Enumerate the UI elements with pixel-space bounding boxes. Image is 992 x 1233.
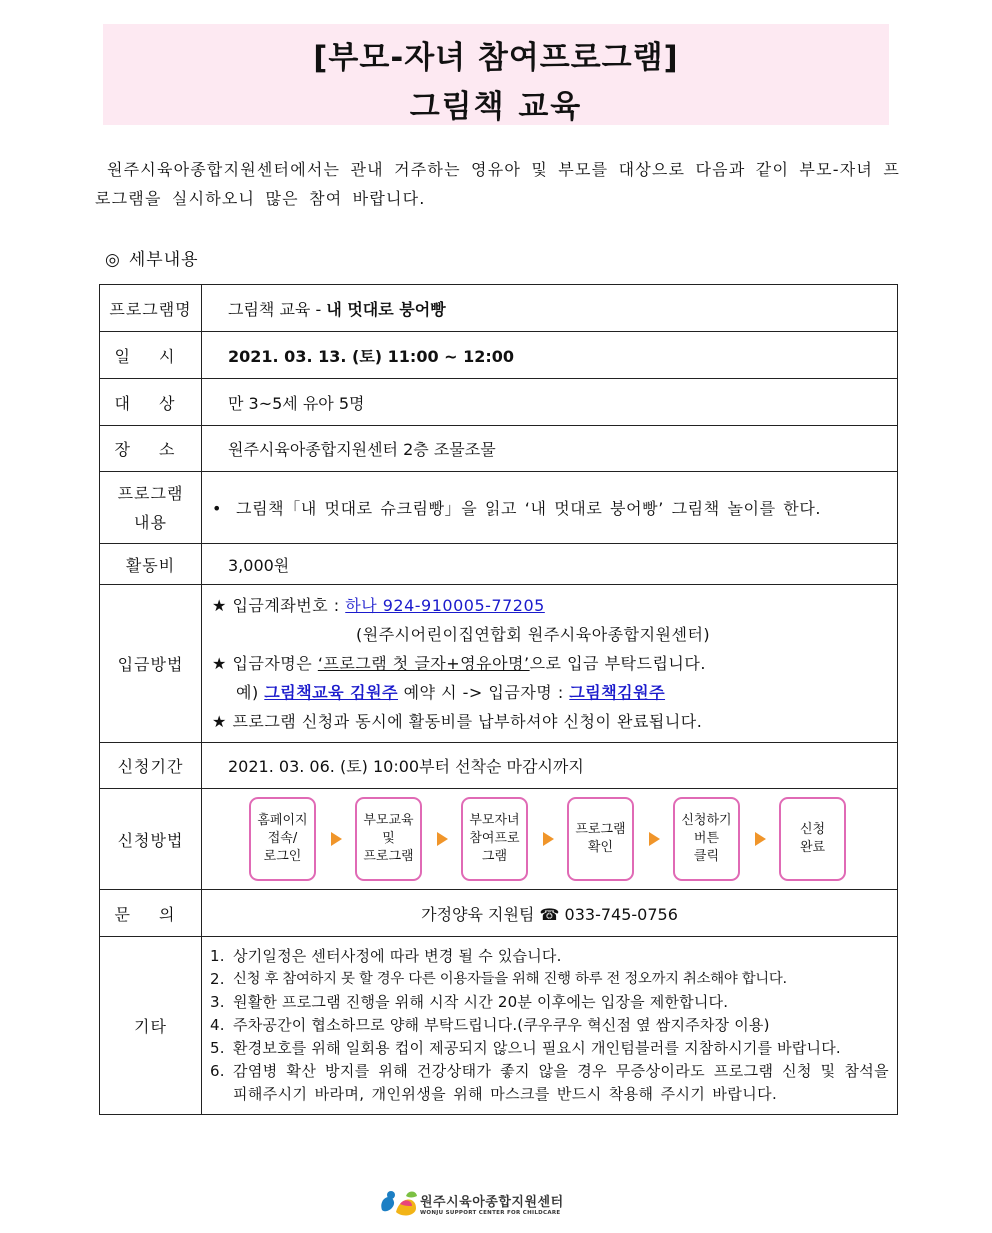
- list-item-number: 5.: [210, 1039, 225, 1057]
- star-icon: ★: [212, 596, 227, 615]
- row-fee: [100, 544, 898, 585]
- intro-paragraph: 원주시육아종합지원센터에서는 관내 거주하는 영유아 및 부모를 대상으로 다음과 같이 부모-자녀 프로그램을 실시하오니 많은 참여 바랍니다.: [95, 160, 900, 208]
- label-place-text: 장 소: [114, 440, 187, 459]
- payment-notice-line: [202, 707, 897, 736]
- example-result: 그림책김원주: [569, 683, 666, 702]
- value-fee: 3,000원: [202, 544, 898, 585]
- flow-step-text: 확인: [587, 840, 614, 855]
- star-icon: ★: [212, 712, 227, 731]
- value-content: [202, 472, 898, 544]
- flow-step-text: 프로그램: [363, 849, 414, 864]
- flow-step-text: 접속/: [267, 831, 298, 846]
- label-datetime-text: 일 시: [114, 346, 187, 366]
- example-program: 그림책교육 김원주: [264, 683, 399, 702]
- flow-step-text: 신청: [799, 822, 826, 837]
- list-item-number: 3.: [210, 993, 225, 1011]
- label-period: 신청기간: [100, 743, 202, 789]
- flow-step-check-program: [567, 797, 634, 881]
- bullseye-icon: ◎: [105, 250, 121, 270]
- label-contact: [100, 890, 202, 937]
- list-item: [210, 1014, 889, 1037]
- list-item-text: 신청 후 참여하지 못 할 경우 다른 이용자들을 위해 진행 하루 전 정오까지 취소해야 합니다.: [233, 971, 787, 987]
- example-mid: 예약 시 -> 입금자명 :: [398, 683, 570, 702]
- row-period: [100, 743, 898, 789]
- row-payment: [100, 585, 898, 743]
- list-item-number: 4.: [210, 1016, 225, 1034]
- list-item-text: 상기일정은 센터사정에 따라 변경 될 수 있습니다.: [233, 947, 562, 965]
- flow-step-complete: [779, 797, 846, 881]
- row-target: [100, 379, 898, 426]
- list-item-text: 감염병 확산 방지를 위해 건강상태가 좋지 않을 경우 무증상이라도 프로그램 신청 및 참석을 피해주시기 바라며, 개인위생을 위해 마스크를 반드시 착용해 주시기 바랍니다.: [233, 1062, 889, 1103]
- contact-phone: 033-745-0756: [564, 904, 678, 924]
- list-item-number: 6.: [210, 1062, 225, 1080]
- arrow-right-icon: [649, 832, 660, 846]
- arrow-right-icon: [755, 832, 766, 846]
- label-etc: 기타: [100, 937, 202, 1115]
- row-method: [100, 789, 898, 890]
- value-method: [202, 789, 898, 890]
- footer-name-en: WONJU SUPPORT CENTER FOR CHILDCARE: [420, 1209, 561, 1216]
- program-prefix: 그림책 교육 -: [228, 299, 327, 319]
- depositor-prefix: 입금자명은: [232, 654, 318, 673]
- label-method: 신청방법: [100, 789, 202, 890]
- list-item: [210, 1037, 889, 1060]
- account-label: 입금계좌번호 :: [232, 596, 346, 615]
- row-etc: [100, 937, 898, 1115]
- depositor-rule: ‘프로그램 첫 글자+영유아명’: [317, 654, 530, 673]
- list-item: [210, 968, 889, 991]
- label-content-line-1: 프로그램: [117, 483, 184, 503]
- contact-team: 가정양육 지원팀: [421, 904, 535, 924]
- title-line-1: [부모-자녀 참여프로그램]: [313, 40, 679, 76]
- flow-step-text: 버튼: [693, 831, 720, 846]
- account-number: 하나 924-910005-77205: [345, 596, 545, 615]
- payment-example-line: [202, 678, 897, 707]
- label-contact-text: 문 의: [114, 904, 187, 924]
- flow-step-text: 참여프로: [469, 831, 520, 846]
- list-item: [210, 1060, 889, 1106]
- payment-account-line: [202, 591, 897, 620]
- footer-name-ko: 원주시육아종합지원센터: [420, 1194, 564, 1210]
- list-item: [210, 945, 889, 968]
- label-program: 프로그램명: [100, 285, 202, 332]
- application-flow: [202, 797, 897, 881]
- value-place: 원주시육아종합지원센터 2층 조물조물: [202, 426, 898, 472]
- value-program: [202, 285, 898, 332]
- value-datetime: 2021. 03. 13. (토) 11:00 ~ 12:00: [202, 332, 898, 379]
- flow-step-text: 신청하기: [681, 813, 732, 828]
- value-period: 2021. 03. 06. (토) 10:00부터 선착순 마감시까지: [202, 743, 898, 789]
- payment-depositor-line: [202, 649, 897, 678]
- label-content-line-2: 내용: [134, 512, 167, 532]
- notice-list: [202, 937, 897, 1114]
- flow-step-text: 로그인: [263, 849, 302, 864]
- flow-step-click-apply: [673, 797, 740, 881]
- list-item: [210, 991, 889, 1014]
- detail-table: [99, 284, 898, 1115]
- footer-logo-block: [376, 1186, 564, 1220]
- flow-step-text: 클릭: [693, 849, 720, 864]
- flow-step-text: 완료: [799, 840, 826, 855]
- label-payment: 입금방법: [100, 585, 202, 743]
- flow-step-text: 그램: [481, 849, 508, 864]
- label-place: [100, 426, 202, 472]
- flow-step-homepage: [249, 797, 316, 881]
- flow-step-text: 홈페이지: [257, 813, 308, 828]
- example-prefix: 예): [236, 683, 265, 702]
- label-datetime: [100, 332, 202, 379]
- value-contact: [202, 890, 898, 937]
- flow-step-parent-child: [461, 797, 528, 881]
- section-heading: [105, 245, 207, 270]
- arrow-right-icon: [543, 832, 554, 846]
- row-contact: [100, 890, 898, 937]
- title-banner: [103, 24, 889, 125]
- list-item-number: 1.: [210, 947, 225, 965]
- bullet-icon: •: [212, 499, 223, 518]
- flow-step-text: 부모자녀: [469, 813, 520, 828]
- value-etc: [202, 937, 898, 1115]
- footer-text: [420, 1191, 564, 1216]
- flow-step-text: 부모교육: [363, 813, 414, 828]
- label-fee: 활동비: [100, 544, 202, 585]
- row-program: [100, 285, 898, 332]
- arrow-right-icon: [331, 832, 342, 846]
- star-icon: ★: [212, 654, 227, 673]
- value-target: 만 3~5세 유아 5명: [202, 379, 898, 426]
- list-item-text: 환경보호를 위해 일회용 컵이 제공되지 않으니 필요시 개인텀블러를 지참하시기를 바랍니다.: [233, 1039, 841, 1057]
- program-title: 내 멋대로 붕어빵: [326, 299, 446, 319]
- row-place: [100, 426, 898, 472]
- content-text: 그림책「내 멋대로 슈크림빵」을 읽고 ‘내 멋대로 붕어빵’ 그림책 놀이를 한다.: [236, 499, 822, 518]
- account-holder: (원주시어린이집연합회 원주시육아종합지원센터): [356, 625, 711, 644]
- section-label: 세부내용: [128, 250, 199, 270]
- title-line-2: 그림책 교육: [409, 89, 583, 125]
- row-datetime: [100, 332, 898, 379]
- list-item-text: 원활한 프로그램 진행을 위해 시작 시간 20분 이후에는 입장을 제한합니다.: [233, 993, 729, 1011]
- center-logo-icon: [376, 1186, 420, 1220]
- phone-icon: ☎: [539, 904, 560, 924]
- flow-step-text: 및: [382, 831, 395, 846]
- payment-notice: 프로그램 신청과 동시에 활동비를 납부하셔야 신청이 완료됩니다.: [232, 712, 703, 731]
- arrow-right-icon: [437, 832, 448, 846]
- depositor-suffix: 으로 입금 부탁드립니다.: [529, 654, 706, 673]
- list-item-text: 주차공간이 협소하므로 양해 부탁드립니다.(쿠우쿠우 혁신점 옆 쌈지주차장 이용): [233, 1016, 770, 1034]
- label-content: [100, 472, 202, 544]
- flow-step-text: 프로그램: [575, 822, 626, 837]
- row-content: [100, 472, 898, 544]
- label-target-text: 대 상: [114, 393, 187, 413]
- label-target: [100, 379, 202, 426]
- flow-step-parent-education: [355, 797, 422, 881]
- list-item-number: 2.: [210, 970, 225, 988]
- value-payment: [202, 585, 898, 743]
